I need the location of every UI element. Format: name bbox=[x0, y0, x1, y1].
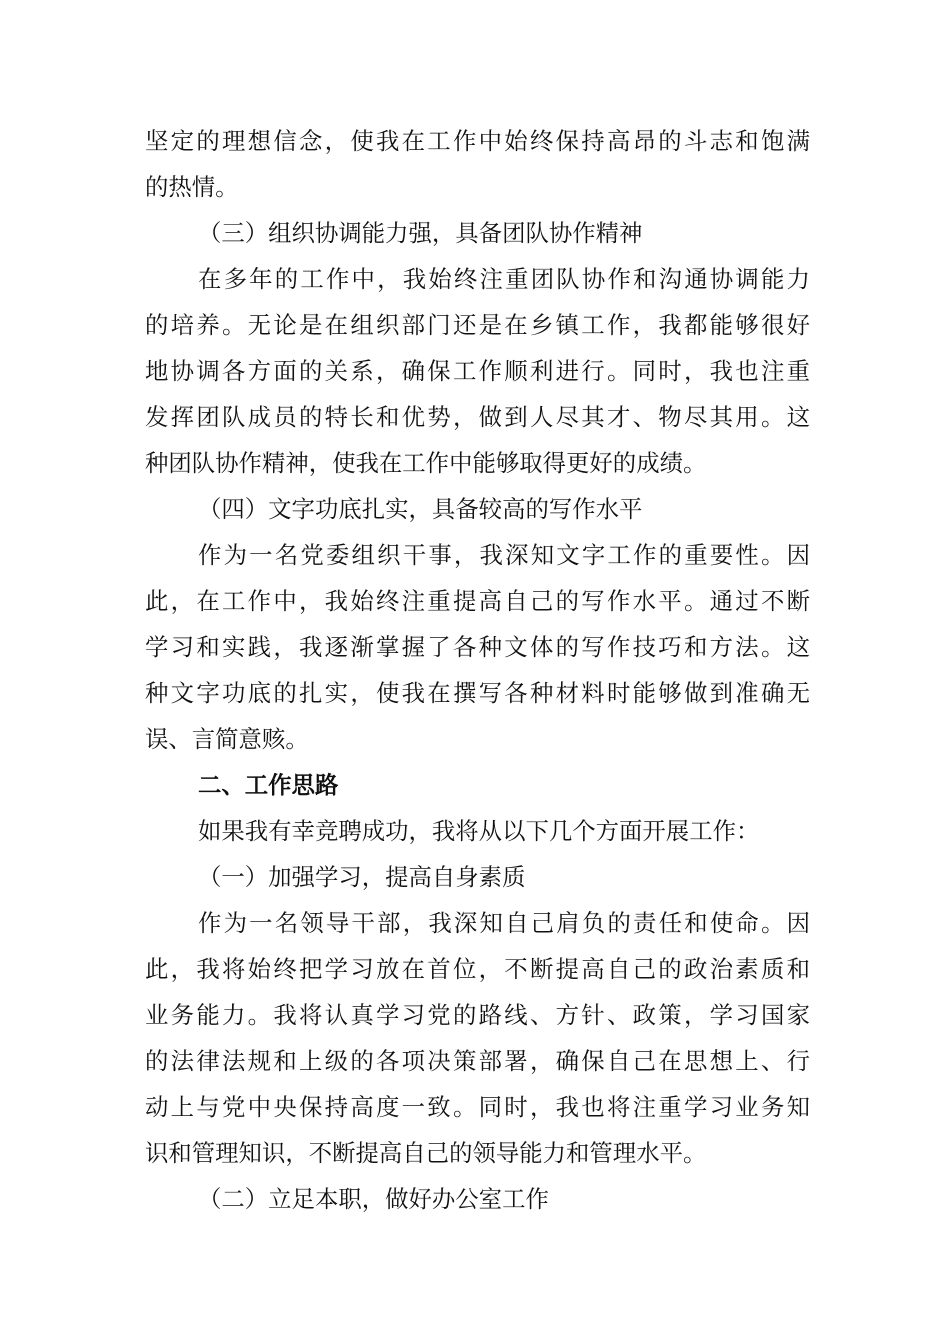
paragraph-line: 识和管理知识，不断提高自己的领导能力和管理水平。 bbox=[145, 1139, 707, 1167]
subheading-organization-coordination: （三）组织协调能力强，具备团队协作精神 bbox=[198, 219, 643, 247]
paragraph-line: 种文字功底的扎实，使我在撰写各种材料时能够做到准确无 bbox=[145, 679, 810, 707]
paragraph-line: 如果我有幸竞聘成功，我将从以下几个方面开展工作： bbox=[198, 817, 760, 845]
paragraph-line: 学习和实践，我逐渐掌握了各种文体的写作技巧和方法。这 bbox=[145, 633, 810, 661]
paragraph-line: 作为一名党委组织干事，我深知文字工作的重要性。因 bbox=[198, 541, 810, 569]
paragraph-line: 种团队协作精神，使我在工作中能够取得更好的成绩。 bbox=[145, 449, 707, 477]
paragraph-line: 的热情。 bbox=[145, 173, 239, 201]
paragraph-line: 此，我将始终把学习放在首位，不断提高自己的政治素质和 bbox=[145, 955, 810, 983]
paragraph-line: 坚定的理想信念，使我在工作中始终保持高昂的斗志和饱满 bbox=[145, 127, 810, 155]
paragraph-line: 作为一名领导干部，我深知自己肩负的责任和使命。因 bbox=[198, 909, 810, 937]
paragraph-line: 此，在工作中，我始终注重提高自己的写作水平。通过不断 bbox=[145, 587, 810, 615]
subheading-strengthen-learning: （一）加强学习，提高自身素质 bbox=[198, 863, 526, 891]
paragraph-line: 地协调各方面的关系，确保工作顺利进行。同时，我也注重 bbox=[145, 357, 810, 385]
subheading-writing-skills: （四）文字功底扎实，具备较高的写作水平 bbox=[198, 495, 643, 523]
paragraph-line: 动上与党中央保持高度一致。同时，我也将注重学习业务知 bbox=[145, 1093, 810, 1121]
paragraph-line: 的培养。无论是在组织部门还是在乡镇工作，我都能够很好 bbox=[145, 311, 810, 339]
paragraph-line: 在多年的工作中，我始终注重团队协作和沟通协调能力 bbox=[198, 265, 810, 293]
paragraph-line: 业务能力。我将认真学习党的路线、方针、政策，学习国家 bbox=[145, 1001, 810, 1029]
section-heading-work-plan: 二、工作思路 bbox=[198, 771, 339, 799]
document-body bbox=[145, 118, 810, 1222]
paragraph-line: 发挥团队成员的特长和优势，做到人尽其才、物尽其用。这 bbox=[145, 403, 810, 431]
paragraph-line: 误、言简意赅。 bbox=[145, 725, 309, 753]
subheading-office-work: （二）立足本职，做好办公室工作 bbox=[198, 1185, 549, 1213]
paragraph-line: 的法律法规和上级的各项决策部署，确保自己在思想上、行 bbox=[145, 1047, 810, 1075]
